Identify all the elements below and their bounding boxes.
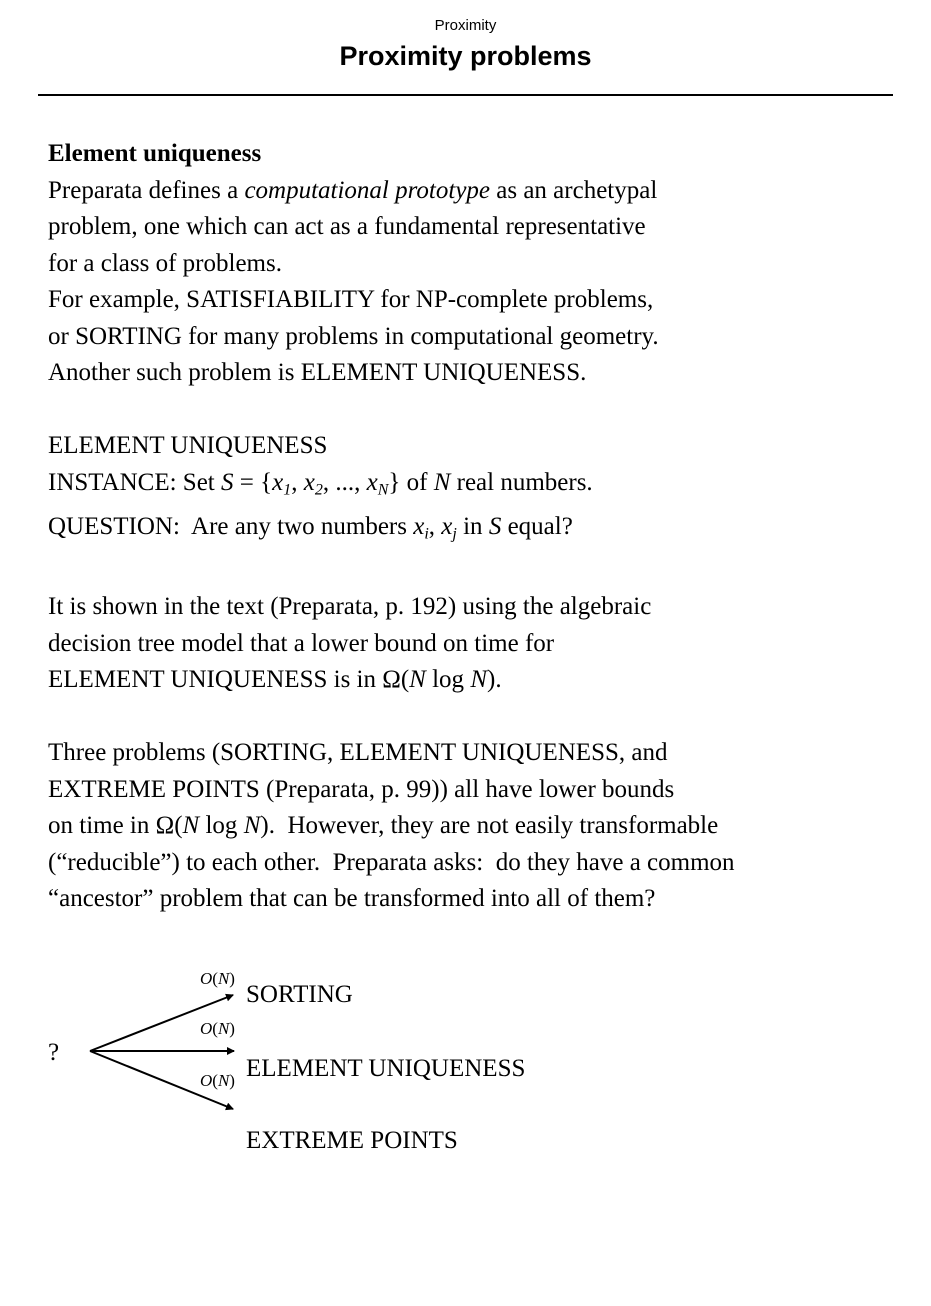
x-1: $x_1$: [272, 468, 292, 499]
x-n: $x_N$: [366, 468, 389, 499]
omega-n-3: N: [182, 812, 200, 840]
x-j: $x_j$: [441, 512, 457, 543]
definition-instance: INSTANCE: Set $S = \{x_1$, $x_2$, ..., $x_N$} of N real numbers.: [48, 468, 593, 499]
omega-n-2: N: [470, 666, 487, 694]
instance-label: INSTANCE: Set: [48, 468, 221, 496]
edge-label-2: O(N): [200, 1018, 235, 1038]
paragraph-4-line-3: on time in Ω(N log N). However, they are not easily transformable: [48, 812, 719, 840]
diagram-target-element-uniqueness: ELEMENT UNIQUENESS: [246, 1054, 526, 1082]
paragraph-2-line-1: For example, SATISFIABILITY for NP-complete problems,: [48, 286, 654, 314]
x-i: $x_i$: [413, 512, 429, 543]
paragraph-3-line-1: It is shown in the text (Preparata, p. 192) using the algebraic: [48, 593, 652, 621]
header-divider: [38, 94, 893, 96]
omega-n-4: N: [243, 812, 261, 840]
reduction-diagram: [48, 962, 908, 1162]
paragraph-3-line-2: decision tree model that a lower bound on time for: [48, 629, 555, 657]
para1-italic: computational prototype: [244, 176, 491, 204]
para4-pre: on time in: [48, 812, 156, 840]
paragraph-2-line-3: Another such problem is ELEMENT UNIQUENESS.: [48, 359, 587, 387]
running-head: Proximity: [434, 17, 497, 34]
spacer-2: [48, 553, 908, 590]
n-symbol: N: [433, 468, 451, 496]
set-symbol: S: [221, 468, 234, 496]
diagram-target-sorting: SORTING: [246, 980, 353, 1008]
para3-pre: ELEMENT UNIQUENESS is in: [48, 666, 383, 694]
edge-label-3: O(N): [200, 1070, 235, 1090]
paragraph-4-line-4: (“reducible”) to each other. Preparata asks: do they have a common: [48, 848, 735, 876]
paragraph-4-line-1: Three problems (SORTING, ELEMENT UNIQUENESS, and: [48, 739, 668, 767]
set-symbol-2: S: [488, 512, 502, 540]
section-heading: Element uniqueness: [48, 140, 262, 168]
diagram-target-extreme-points: EXTREME POINTS: [246, 1126, 458, 1154]
slide-page: [0, 18, 931, 1306]
para1-post: as an archetypal: [490, 176, 658, 204]
definition-title: ELEMENT UNIQUENESS: [48, 432, 328, 460]
x-2: $x_2$: [303, 468, 323, 499]
spacer-1: [48, 392, 908, 429]
spacer-3: [48, 699, 908, 736]
para3-post: log: [425, 666, 471, 694]
paragraph-1-line-1: [48, 173, 908, 210]
edge-label-1: O(N): [200, 968, 235, 988]
instance-rest: real numbers.: [450, 468, 593, 496]
paragraph-4-line-5: “ancestor” problem that can be transformed into all of them?: [48, 885, 656, 913]
paragraph-4-line-2: EXTREME POINTS (Preparata, p. 99)) all have lower bounds: [48, 775, 675, 803]
paragraph-2-line-2: or SORTING for many problems in computational geometry.: [48, 322, 659, 350]
page-title: Proximity problems: [339, 40, 592, 71]
para4-post: ). However, they are not easily transformable: [260, 812, 719, 840]
diagram-source-label: ?: [48, 1038, 60, 1066]
question-label: QUESTION: Are any two numbers: [48, 512, 414, 540]
definition-question: QUESTION: Are any two numbers $x_i$, $x_j$ in S equal?: [48, 512, 573, 543]
question-rest: equal?: [501, 512, 573, 540]
para1-pre: Preparata defines a: [48, 176, 245, 204]
omega-n-1: N: [409, 666, 426, 694]
paragraph-3-line-3: ELEMENT UNIQUENESS is in Ω(N log N).: [48, 666, 502, 694]
paragraph-1-line-3: for a class of problems.: [48, 249, 282, 277]
slide-body: [0, 136, 908, 1161]
paragraph-1-line-2: problem, one which can act as a fundamental representative: [48, 213, 646, 241]
